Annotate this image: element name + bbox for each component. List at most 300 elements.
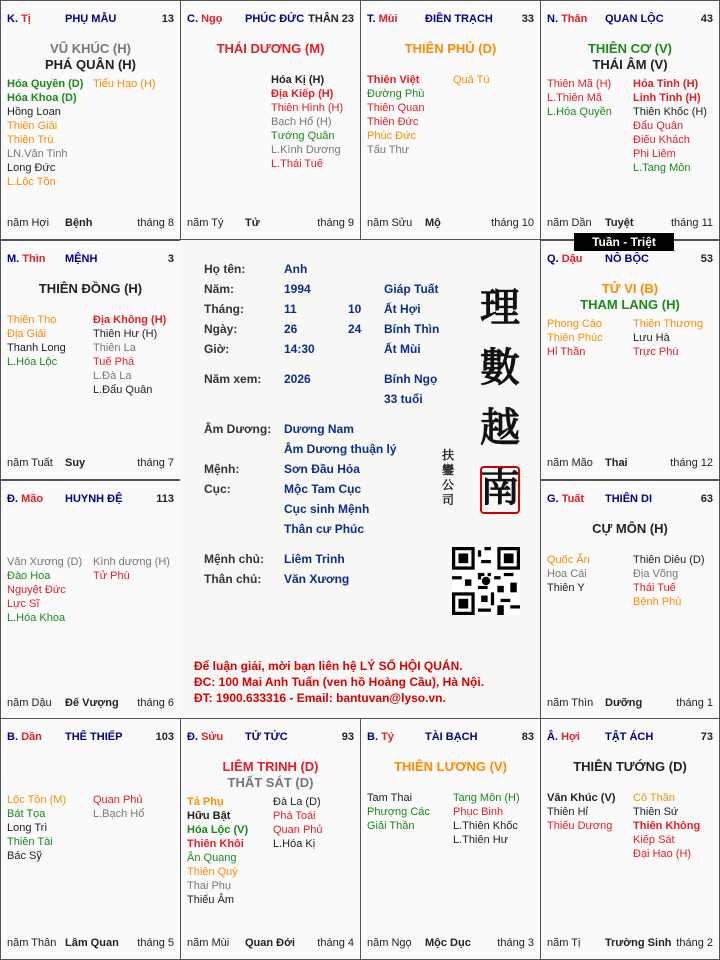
flow-year: năm Mùi bbox=[187, 937, 230, 949]
calligraphy-char: 越 bbox=[480, 404, 520, 451]
month-lunar: 10 bbox=[348, 302, 362, 316]
palace-footer bbox=[367, 217, 534, 231]
palace-position bbox=[547, 253, 582, 265]
palace-mao[interactable] bbox=[0, 480, 181, 720]
minor-star: L.Lộc Tồn bbox=[7, 176, 56, 188]
flow-month: tháng 6 bbox=[137, 697, 174, 709]
minor-star: Điếu Khách bbox=[633, 134, 690, 146]
position-chi: Tị bbox=[21, 13, 31, 25]
palace-position bbox=[7, 13, 31, 25]
position-prefix: K. bbox=[7, 13, 18, 25]
palace-position bbox=[7, 731, 42, 743]
palace-header bbox=[7, 731, 174, 745]
name-label: Họ tên: bbox=[204, 262, 246, 276]
minor-star: Hóa Kị (H) bbox=[271, 74, 325, 86]
position-chi: Mùi bbox=[378, 13, 398, 25]
name-value: Anh bbox=[284, 262, 308, 276]
minor-stars-right bbox=[633, 791, 700, 861]
hour-label: Giờ: bbox=[204, 342, 230, 356]
minor-star: Ân Quang bbox=[187, 852, 237, 864]
hour-value: 14:30 bbox=[284, 342, 315, 356]
minor-star: Đẩu Quân bbox=[633, 120, 684, 132]
position-chi: Dần bbox=[21, 731, 42, 743]
view-year-label: Năm xem: bbox=[204, 372, 262, 386]
minor-star: Địa Giải bbox=[7, 328, 47, 340]
minor-star: Thiên Khốc (H) bbox=[633, 106, 707, 118]
amduong-value: Dương Nam bbox=[284, 422, 354, 436]
position-prefix: G. bbox=[547, 493, 559, 505]
position-prefix: M. bbox=[7, 253, 20, 265]
position-prefix: Q. bbox=[547, 253, 559, 265]
palace-name: ĐIỀN TRẠCH bbox=[425, 13, 493, 25]
minor-star: Phượng Các bbox=[367, 806, 430, 818]
calligraphy-char: 理 bbox=[480, 284, 520, 331]
minor-stars-right bbox=[93, 313, 166, 397]
palace-position bbox=[7, 253, 46, 265]
calligraphy-char: 數 bbox=[480, 344, 520, 391]
day-lunar: 24 bbox=[348, 322, 362, 336]
minor-star: Bát Tọa bbox=[7, 808, 46, 820]
life-stage: Bệnh bbox=[65, 217, 93, 229]
major-star: LIÊM TRINH (D) bbox=[222, 759, 319, 774]
palace-name: TỬ TỨC bbox=[245, 731, 288, 743]
flow-year: năm Mão bbox=[547, 457, 593, 469]
minor-star: Hóa Lộc (V) bbox=[187, 824, 249, 836]
minor-star: Thanh Long bbox=[7, 342, 66, 354]
minor-stars-left bbox=[7, 313, 66, 369]
minor-star: Lực Sĩ bbox=[7, 598, 40, 610]
major-star: CỰ MÔN (H) bbox=[592, 521, 668, 536]
seal-side-text: 扶鑾公司 bbox=[442, 448, 455, 507]
dai-han: 113 bbox=[156, 493, 174, 505]
minor-star: Văn Khúc (V) bbox=[547, 792, 616, 804]
palace-header bbox=[367, 731, 534, 745]
minor-stars-right bbox=[271, 73, 343, 171]
major-star: THAM LANG (H) bbox=[580, 297, 680, 312]
life-stage: Lâm Quan bbox=[65, 937, 119, 949]
cuc-relation: Cục sinh Mệnh bbox=[284, 502, 370, 516]
position-chi: Mão bbox=[21, 493, 44, 505]
minor-stars-left bbox=[187, 795, 248, 907]
minor-star: Thiên Khôi bbox=[187, 838, 244, 850]
minor-star: Hóa Khoa (D) bbox=[7, 92, 77, 104]
major-star: THIÊN CƠ (V) bbox=[587, 41, 673, 56]
minor-star: Địa Kiếp (H) bbox=[271, 88, 334, 100]
minor-star: L.Hóa Khoa bbox=[7, 612, 66, 624]
minor-stars-right bbox=[633, 553, 705, 609]
minor-star: Tấu Thư bbox=[367, 144, 410, 156]
contact-line: Để luận giải, mời bạn liên hệ LÝ SỐ HỘI QUÁN. bbox=[194, 659, 463, 673]
palace-header bbox=[187, 731, 354, 745]
palace-ty[interactable] bbox=[0, 0, 181, 240]
thanchu-value: Văn Xương bbox=[284, 572, 350, 586]
minor-star: Đào Hoa bbox=[7, 570, 51, 582]
flow-year: năm Thân bbox=[7, 937, 57, 949]
position-prefix: Â. bbox=[547, 731, 558, 743]
minor-star: Quan Phủ bbox=[93, 794, 143, 806]
day-label: Ngày: bbox=[204, 322, 238, 336]
minor-star: L.Tang Môn bbox=[633, 162, 691, 174]
minor-star: Linh Tinh (H) bbox=[633, 92, 701, 104]
position-prefix: C. bbox=[187, 13, 198, 25]
day-value: 26 bbox=[284, 322, 298, 336]
center-info-panel bbox=[180, 240, 540, 718]
flow-month: tháng 1 bbox=[676, 697, 713, 709]
life-stage: Suy bbox=[65, 457, 86, 469]
palace-footer bbox=[547, 217, 713, 231]
minor-star: Đường Phù bbox=[367, 88, 425, 100]
life-stage: Thai bbox=[605, 457, 628, 469]
flow-year: năm Tị bbox=[547, 937, 581, 949]
minor-star: L.Bạch Hổ bbox=[93, 808, 145, 820]
palace-header bbox=[7, 13, 174, 27]
dai-han: 43 bbox=[700, 13, 713, 25]
dai-han: 83 bbox=[521, 731, 534, 743]
palace-header bbox=[187, 13, 354, 27]
minor-star: Thiếu Dương bbox=[547, 820, 613, 832]
flow-month: tháng 10 bbox=[491, 217, 534, 229]
palace-hoi[interactable] bbox=[540, 718, 720, 960]
position-prefix: B. bbox=[367, 731, 378, 743]
major-star: THIÊN TƯỚNG (D) bbox=[573, 759, 687, 774]
minor-star: Văn Xương (D) bbox=[7, 556, 83, 568]
minor-star: Bệnh Phù bbox=[633, 596, 682, 608]
palace-than[interactable] bbox=[540, 0, 720, 240]
month-canchi: Ất Hợi bbox=[384, 302, 421, 316]
minor-stars-left bbox=[547, 317, 603, 359]
palace-ngo[interactable] bbox=[180, 0, 361, 240]
minor-star: Hỉ Thần bbox=[547, 346, 586, 358]
palace-name: THÊ THIẾP bbox=[65, 731, 123, 743]
palace-ty2[interactable] bbox=[360, 718, 541, 960]
minor-stars-left bbox=[367, 73, 424, 157]
minor-star: Thiên La bbox=[93, 342, 136, 354]
minor-star: Đà La (D) bbox=[273, 796, 321, 808]
minor-star: Thiên Tài bbox=[7, 836, 53, 848]
palace-header bbox=[547, 493, 713, 507]
palace-name: TẬT ÁCH bbox=[605, 731, 654, 743]
minor-star: Trực Phù bbox=[633, 346, 679, 358]
minor-star: L.Hóa Quyền bbox=[547, 106, 612, 118]
major-star: VŨ KHÚC (H) bbox=[50, 41, 131, 56]
major-star: THẤT SÁT (D) bbox=[227, 775, 314, 790]
position-chi: Thân bbox=[561, 13, 588, 25]
minor-star: Địa Không (H) bbox=[93, 314, 167, 326]
palace-position bbox=[547, 731, 580, 743]
dai-han: 13 bbox=[161, 13, 174, 25]
minor-star: Kiếp Sát bbox=[633, 834, 675, 846]
menh-value: Sơn Đầu Hỏa bbox=[284, 462, 360, 476]
flow-month: tháng 9 bbox=[317, 217, 354, 229]
contact-phone-email[interactable]: ĐT: 1900.633316 - Email: bantuvan@lyso.vn. bbox=[194, 691, 446, 705]
minor-star: Thiên Quan bbox=[367, 102, 425, 114]
amduong-relation: Âm Dương thuận lý bbox=[284, 442, 397, 456]
month-value: 11 bbox=[284, 302, 297, 316]
minor-star: Quốc Ấn bbox=[547, 554, 590, 566]
minor-stars-left bbox=[367, 791, 430, 833]
minor-star: L.Đà La bbox=[93, 370, 132, 382]
dai-han: THÂN 23 bbox=[308, 13, 354, 25]
palace-name: TÀI BẠCH bbox=[425, 731, 478, 743]
palace-header bbox=[547, 253, 713, 267]
position-chi: Tý bbox=[381, 731, 394, 743]
minor-star: Bác Sỹ bbox=[7, 850, 42, 862]
minor-star: Lộc Tồn (M) bbox=[7, 794, 67, 806]
minor-star: Hoa Cái bbox=[547, 568, 587, 580]
menhchu-label: Mệnh chủ: bbox=[204, 552, 264, 566]
palace-name: NÔ BỘC bbox=[605, 253, 649, 265]
palace-dau[interactable] bbox=[540, 240, 720, 480]
position-prefix: Đ. bbox=[7, 493, 18, 505]
flow-year: năm Ngọ bbox=[367, 937, 412, 949]
minor-star: Phi Liêm bbox=[633, 148, 676, 160]
minor-star: L.Kình Dương bbox=[271, 144, 341, 156]
minor-stars-left bbox=[7, 77, 83, 189]
cuc-value: Mộc Tam Cục bbox=[284, 482, 362, 496]
position-chi: Ngọ bbox=[201, 13, 223, 25]
life-stage: Mộc Dục bbox=[425, 937, 471, 949]
view-year-value: 2026 bbox=[284, 372, 311, 386]
minor-star: Thiên Diêu (D) bbox=[633, 554, 705, 566]
minor-stars-left bbox=[547, 553, 590, 595]
minor-star: L.Hóa Lộc bbox=[7, 356, 58, 368]
life-stage: Đế Vượng bbox=[65, 697, 119, 709]
minor-star: Lưu Hà bbox=[633, 332, 670, 344]
palace-position bbox=[367, 731, 394, 743]
palace-name: PHỤ MẪU bbox=[65, 13, 117, 25]
palace-footer bbox=[7, 457, 174, 471]
palace-footer bbox=[547, 937, 713, 951]
minor-star: L.Thiên Khốc bbox=[453, 820, 518, 832]
minor-star: Tả Phụ bbox=[187, 796, 224, 808]
minor-star: Phục Binh bbox=[453, 806, 504, 818]
dai-han: 63 bbox=[700, 493, 713, 505]
minor-star: Tiểu Hao (H) bbox=[93, 78, 156, 90]
year-label: Năm: bbox=[204, 282, 235, 296]
minor-stars-right bbox=[273, 795, 323, 851]
minor-star: Thiên Quý bbox=[187, 866, 238, 878]
palace-thin[interactable] bbox=[0, 240, 181, 480]
minor-stars-right bbox=[633, 77, 707, 175]
position-prefix: B. bbox=[7, 731, 18, 743]
minor-star: Kình dương (H) bbox=[93, 556, 170, 568]
palace-name: MỆNH bbox=[65, 253, 98, 265]
minor-star: Thiên Giải bbox=[7, 120, 58, 132]
flow-year: năm Tý bbox=[187, 217, 224, 229]
minor-star: Thiên Hư (H) bbox=[93, 328, 158, 340]
palace-mui[interactable] bbox=[360, 0, 541, 240]
flow-year: năm Dậu bbox=[7, 697, 52, 709]
palace-position bbox=[547, 13, 587, 25]
minor-stars-right bbox=[93, 793, 144, 821]
life-stage: Tử bbox=[245, 217, 260, 229]
minor-star: Nguyệt Đức bbox=[7, 584, 66, 596]
life-stage: Tuyệt bbox=[605, 217, 634, 229]
age-value: 33 tuổi bbox=[384, 392, 423, 406]
minor-star: Thiên Phúc bbox=[547, 332, 603, 344]
palace-footer bbox=[7, 697, 174, 711]
palace-position bbox=[547, 493, 584, 505]
life-stage: Quan Đới bbox=[245, 937, 295, 949]
minor-star: Địa Võng bbox=[633, 568, 679, 580]
minor-star: Phong Cáo bbox=[547, 318, 603, 330]
life-stage: Trường Sinh bbox=[605, 937, 672, 949]
minor-stars-right bbox=[453, 791, 520, 847]
red-seal-icon bbox=[480, 466, 520, 514]
major-star: THÁI ÂM (V) bbox=[592, 57, 668, 72]
palace-header bbox=[7, 493, 174, 507]
minor-star: Hữu Bật bbox=[187, 810, 231, 822]
minor-star: Thiên Trù bbox=[7, 134, 54, 146]
minor-star: Tang Môn (H) bbox=[453, 792, 520, 804]
minor-stars-right bbox=[93, 555, 170, 583]
flow-year: năm Tuất bbox=[7, 457, 53, 469]
palace-tuat[interactable] bbox=[540, 480, 720, 720]
flow-year: năm Hợi bbox=[7, 217, 50, 229]
minor-stars-right bbox=[633, 317, 703, 359]
menhchu-value: Liêm Trinh bbox=[284, 552, 345, 566]
calligraphy-char: 南 bbox=[480, 464, 520, 511]
minor-star: L.Thiên Mã bbox=[547, 92, 603, 104]
minor-star: Thiên Hỉ bbox=[547, 806, 588, 818]
hour-canchi: Ất Mùi bbox=[384, 342, 421, 356]
minor-stars-left bbox=[7, 793, 66, 863]
dai-han: 93 bbox=[341, 731, 354, 743]
palace-header bbox=[367, 13, 534, 27]
flow-year: năm Thìn bbox=[547, 697, 594, 709]
palace-header bbox=[547, 13, 713, 27]
palace-position bbox=[367, 13, 398, 25]
minor-star: Bạch Hổ (H) bbox=[271, 116, 332, 128]
minor-star: Cô Thần bbox=[633, 792, 675, 804]
dai-han: 73 bbox=[700, 731, 713, 743]
flow-month: tháng 12 bbox=[670, 457, 713, 469]
life-stage: Mộ bbox=[425, 217, 441, 229]
minor-star: Long Trì bbox=[7, 822, 48, 834]
minor-star: Hóa Quyền (D) bbox=[7, 78, 84, 90]
position-chi: Thìn bbox=[22, 253, 46, 265]
than-position: Thân cư Phúc bbox=[284, 522, 365, 536]
flow-month: tháng 3 bbox=[497, 937, 534, 949]
palace-footer bbox=[7, 937, 174, 951]
major-star: THIÊN ĐỒNG (H) bbox=[38, 281, 143, 296]
minor-star: L.Thái Tuế bbox=[271, 158, 323, 170]
minor-star: Thiên Không bbox=[633, 820, 701, 832]
minor-star: Phá Toái bbox=[273, 810, 316, 822]
major-star: PHÁ QUÂN (H) bbox=[45, 57, 136, 72]
flow-month: tháng 5 bbox=[137, 937, 174, 949]
life-stage: Dưỡng bbox=[605, 697, 643, 709]
minor-stars-left bbox=[547, 77, 612, 119]
flow-month: tháng 4 bbox=[317, 937, 354, 949]
palace-header bbox=[7, 253, 174, 267]
minor-star: Thiên Mã (H) bbox=[547, 78, 612, 90]
year-value: 1994 bbox=[284, 282, 311, 296]
minor-star: Phúc Đức bbox=[367, 130, 416, 142]
minor-star: Thiên Thọ bbox=[7, 314, 57, 326]
position-chi: Dậu bbox=[561, 253, 583, 265]
menh-label: Mệnh: bbox=[204, 462, 240, 476]
palace-position bbox=[187, 731, 223, 743]
palace-suu[interactable] bbox=[180, 718, 361, 960]
palace-footer bbox=[547, 457, 713, 471]
minor-star: Quan Phủ bbox=[273, 824, 323, 836]
view-year-canchi: Bính Ngọ bbox=[384, 372, 438, 386]
minor-star: Hỏa Tinh (H) bbox=[633, 78, 699, 90]
position-prefix: Đ. bbox=[187, 731, 198, 743]
minor-star: Thai Phụ bbox=[187, 880, 232, 892]
major-star: THIÊN PHỦ (D) bbox=[404, 41, 497, 56]
dai-han: 103 bbox=[155, 731, 174, 743]
minor-star: Tam Thai bbox=[367, 792, 413, 804]
flow-year: năm Sửu bbox=[367, 217, 413, 229]
contact-info bbox=[194, 658, 484, 706]
flow-month: tháng 11 bbox=[670, 217, 713, 229]
minor-star: Thiên Đức bbox=[367, 116, 419, 128]
dai-han: 3 bbox=[167, 253, 174, 265]
amduong-label: Âm Dương: bbox=[204, 422, 272, 436]
cuc-label: Cục: bbox=[204, 482, 231, 496]
minor-star: Tướng Quân bbox=[271, 130, 335, 142]
minor-star: Đại Hao (H) bbox=[633, 848, 692, 860]
position-prefix: N. bbox=[547, 13, 558, 25]
palace-name: QUAN LỘC bbox=[605, 13, 664, 25]
minor-stars-left bbox=[7, 555, 82, 625]
palace-name: THIÊN DI bbox=[605, 493, 653, 505]
palace-name: PHÚC ĐỨC bbox=[245, 13, 305, 25]
minor-star: LN.Văn Tinh bbox=[7, 148, 68, 160]
minor-star: Thiên Thương bbox=[633, 318, 704, 330]
minor-star: Tuế Phá bbox=[93, 356, 135, 368]
minor-star: L.Thiên Hư bbox=[453, 834, 509, 846]
minor-stars-right bbox=[93, 77, 156, 91]
position-chi: Hợi bbox=[561, 731, 580, 743]
minor-stars-left bbox=[547, 791, 615, 833]
thanchu-label: Thân chủ: bbox=[204, 572, 262, 586]
minor-star: Quả Tú bbox=[453, 74, 490, 86]
palace-position bbox=[7, 493, 43, 505]
month-label: Tháng: bbox=[204, 302, 244, 316]
year-canchi: Giáp Tuất bbox=[384, 282, 439, 296]
position-prefix: T. bbox=[367, 13, 376, 25]
minor-stars-right bbox=[453, 73, 490, 87]
minor-star: L.Hóa Kị bbox=[273, 838, 316, 850]
position-chi: Tuất bbox=[561, 493, 585, 505]
palace-footer bbox=[187, 937, 354, 951]
qr-code-icon[interactable] bbox=[452, 547, 520, 615]
dai-han: 33 bbox=[521, 13, 534, 25]
tuan-triet-badge: Tuần - Triệt bbox=[574, 233, 674, 251]
minor-star: Giải Thần bbox=[367, 820, 415, 832]
palace-dan[interactable] bbox=[0, 718, 181, 960]
palace-footer bbox=[187, 217, 354, 231]
minor-star: Hồng Loan bbox=[7, 106, 61, 118]
minor-star: Thiên Sứ bbox=[633, 806, 679, 818]
palace-footer bbox=[7, 217, 174, 231]
minor-star: Thái Tuế bbox=[633, 582, 676, 594]
contact-address: ĐC: 100 Mai Anh Tuấn (ven hồ Hoàng Cầu), Hà Nội. bbox=[194, 675, 485, 689]
day-canchi: Bính Thìn bbox=[384, 322, 440, 336]
palace-position bbox=[187, 13, 222, 25]
minor-star: Tử Phù bbox=[93, 570, 130, 582]
flow-year: năm Dần bbox=[547, 217, 592, 229]
major-star: THÁI DƯƠNG (M) bbox=[216, 41, 325, 56]
palace-footer bbox=[367, 937, 534, 951]
major-star: TỬ VI (B) bbox=[601, 281, 659, 296]
dai-han: 53 bbox=[700, 253, 713, 265]
minor-star: Thiên Y bbox=[547, 582, 585, 594]
minor-star: Thiếu Âm bbox=[187, 894, 235, 906]
